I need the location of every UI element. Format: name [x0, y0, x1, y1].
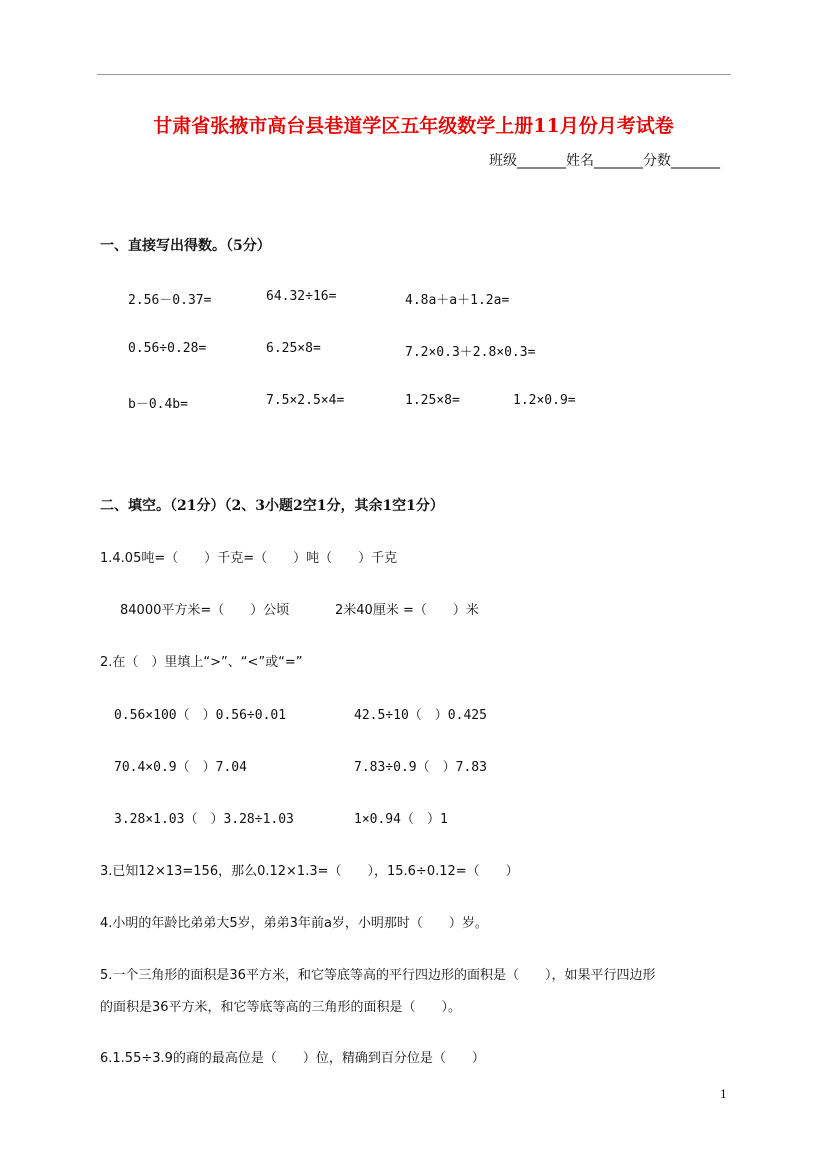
- question-5-line1: 5.一个三角形的面积是36平方米，和它等底等高的平行四边形的面积是（ ），如果平行四边形: [100, 968, 656, 983]
- question-4: 4.小明的年龄比弟弟大5岁，弟弟3年前a岁，小明那时（ ）岁。: [100, 916, 488, 931]
- page-title: 甘肃省张掖市高台县巷道学区五年级数学上册11月份月考试卷: [153, 115, 674, 137]
- question-5-line2: 的面积是36平方米，和它等底等高的三角形的面积是（ ）。: [100, 1000, 462, 1015]
- calc-item: 1.2×0.9=: [513, 393, 576, 408]
- compare-item: 1×0.94（ ）1: [354, 812, 448, 827]
- calc-item: 4.8a＋a＋1.2a=: [405, 293, 510, 308]
- calc-item: 0.56÷0.28=: [128, 341, 207, 356]
- question-1-line2a: 84000平方米=（ ）公顷: [120, 603, 290, 618]
- calc-item: b－0.4b=: [128, 397, 188, 412]
- section2-heading: 二、填空。（21分）（2、3小题2空1分，其余1空1分）: [100, 498, 444, 514]
- compare-item: 7.83÷0.9（ ）7.83: [354, 760, 487, 775]
- calc-item: 2.56－0.37=: [128, 293, 212, 308]
- question-6: 6.1.55÷3.9的商的最高位是（ ）位，精确到百分位是（ ）: [100, 1051, 485, 1066]
- compare-item: 0.56×100（ ）0.56÷0.01: [114, 708, 287, 723]
- student-info-line: 班级_______姓名_______分数_______: [489, 153, 720, 169]
- compare-item: 70.4×0.9（ ）7.04: [114, 760, 247, 775]
- compare-item: 3.28×1.03（ ）3.28÷1.03: [114, 812, 294, 827]
- question-2-intro: 2.在（ ）里填上“>”、“<”或“=”: [100, 655, 303, 670]
- calc-item: 1.25×8=: [405, 393, 460, 408]
- section1-heading: 一、直接写出得数。（5分）: [100, 238, 271, 254]
- calc-item: 64.32÷16=: [266, 289, 337, 304]
- header-rule: [97, 74, 731, 75]
- page-number: 1: [720, 1088, 727, 1101]
- question-1-line1: 1.4.05吨=（ ）千克=（ ）吨（ ）千克: [100, 551, 398, 566]
- calc-item: 6.25×8=: [266, 341, 321, 356]
- calc-item: 7.5×2.5×4=: [266, 393, 345, 408]
- calc-item: 7.2×0.3＋2.8×0.3=: [405, 345, 536, 360]
- compare-item: 42.5÷10（ ）0.425: [354, 708, 487, 723]
- question-1-line2b: 2米40厘米 =（ ）米: [335, 603, 479, 618]
- question-3: 3.已知12×13=156，那么0.12×1.3=（ ），15.6÷0.12=（ ）: [100, 864, 519, 879]
